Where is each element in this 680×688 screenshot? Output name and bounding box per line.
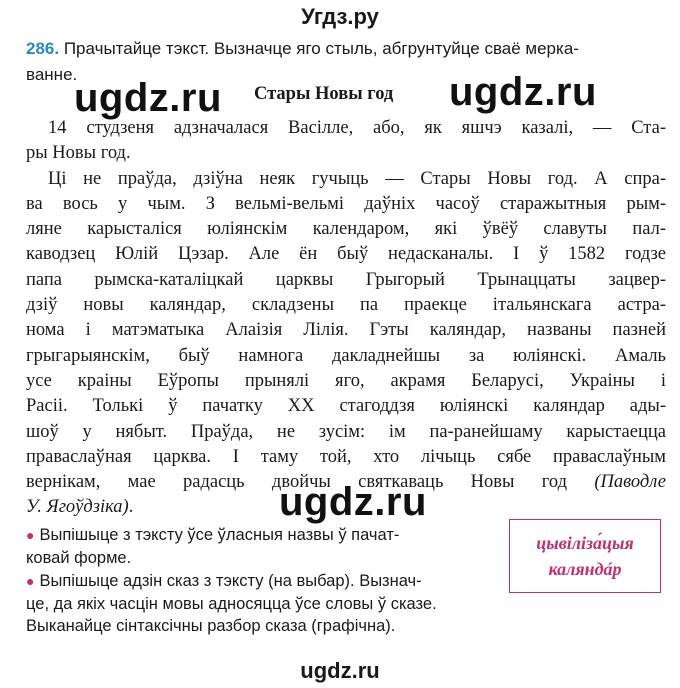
citation: (Паводле (594, 472, 667, 493)
watermark-middle: ugdz.ru (279, 480, 427, 524)
text-line: ляне карысталіся юліянскім календаром, які ўвёў славуты пал- (26, 219, 666, 240)
site-footer: ugdz.ru (300, 658, 380, 683)
text-line: дзіў новы каляндар, складзены па праекце італьянскага астра- (26, 295, 666, 316)
bullet-item-1: ● Выпішыце з тэксту ўсе ўласныя назвы ў пачат- ковай форме. (26, 526, 400, 567)
text-line: усе краіны Еўропы прынялі яго, акрамя Беларусі, Украіны і (26, 370, 666, 391)
vocabulary-box (509, 519, 661, 593)
site-title: Угдз.ру (301, 4, 379, 29)
text-line: нома і матэматыка Алаізія Лілія. Гэты каляндар, названы пазней (26, 320, 666, 341)
vocab-word: цывілiза́цыя (536, 533, 634, 553)
text-title: Стары Новы год (254, 84, 394, 104)
text-line: ва вось у чым. З вельмі-вельмі даўніх часоў старажытныя рым- (26, 193, 666, 214)
text-line: Ці не праўда, дзіўна неяк гучыць — Стары Новы год. А спра- (48, 168, 666, 189)
task-number: 286. (26, 39, 60, 58)
text-line-with-citation: вернікам, мае радасць двойчы святкаваць Новы год (Паводле (26, 472, 667, 493)
text-line-citation-end: У. Ягоўдзіка). (26, 497, 134, 518)
text-line: праваслаўная царква. І таму той, хто лічыць сябе праваслаўным (26, 446, 666, 467)
text-line: папа рымска-каталіцкай царквы Грыгорый Трынаццаты зацвер- (26, 269, 666, 290)
text-line: каводзец Юлій Цэзар. Але ён быў недасканалы. І ў 1582 годзе (26, 244, 666, 265)
vocab-word: каляндáр (548, 559, 622, 579)
text-line: ры Новы год. (26, 143, 131, 164)
bullet-icon: ● (26, 527, 35, 543)
text-line: грыгарыянскім, быў намнога дакладнейшы за юліянскі. Амаль (26, 345, 666, 366)
text-line: 14 студзеня адзначалася Васілле, або, як яшчэ казалі, — Ста- (48, 118, 666, 138)
text-body (26, 116, 666, 521)
bullet-item-2: ● Выпішыце адзін сказ з тэксту (на выбар). Вызнач- це, да якіх часцін мовы адносяцца ўсе словы ў сказе. Выканайце сінтаксічны разбор сказа (графічна). (26, 572, 437, 635)
watermark-left: ugdz.ru (74, 76, 222, 120)
watermark-right: ugdz.ru (449, 70, 597, 114)
task-line-1: 286. Прачытайце тэкст. Вызначце яго стыль, абгрунтуйце сваё мерка- (26, 39, 579, 58)
task-instruction (26, 36, 666, 88)
citation-author: У. Ягоўдзіка) (26, 497, 129, 518)
text-line: шоў у нябыт. Праўда, не зусім: ім па-ранейшаму карыстаецца (26, 421, 666, 442)
task-line-2: ванне. (26, 65, 78, 84)
bullet-icon: ● (26, 573, 35, 589)
text-line: Расіі. Толькі ў пачатку XX стагоддзя юліянскі каляндар ады- (26, 396, 666, 417)
